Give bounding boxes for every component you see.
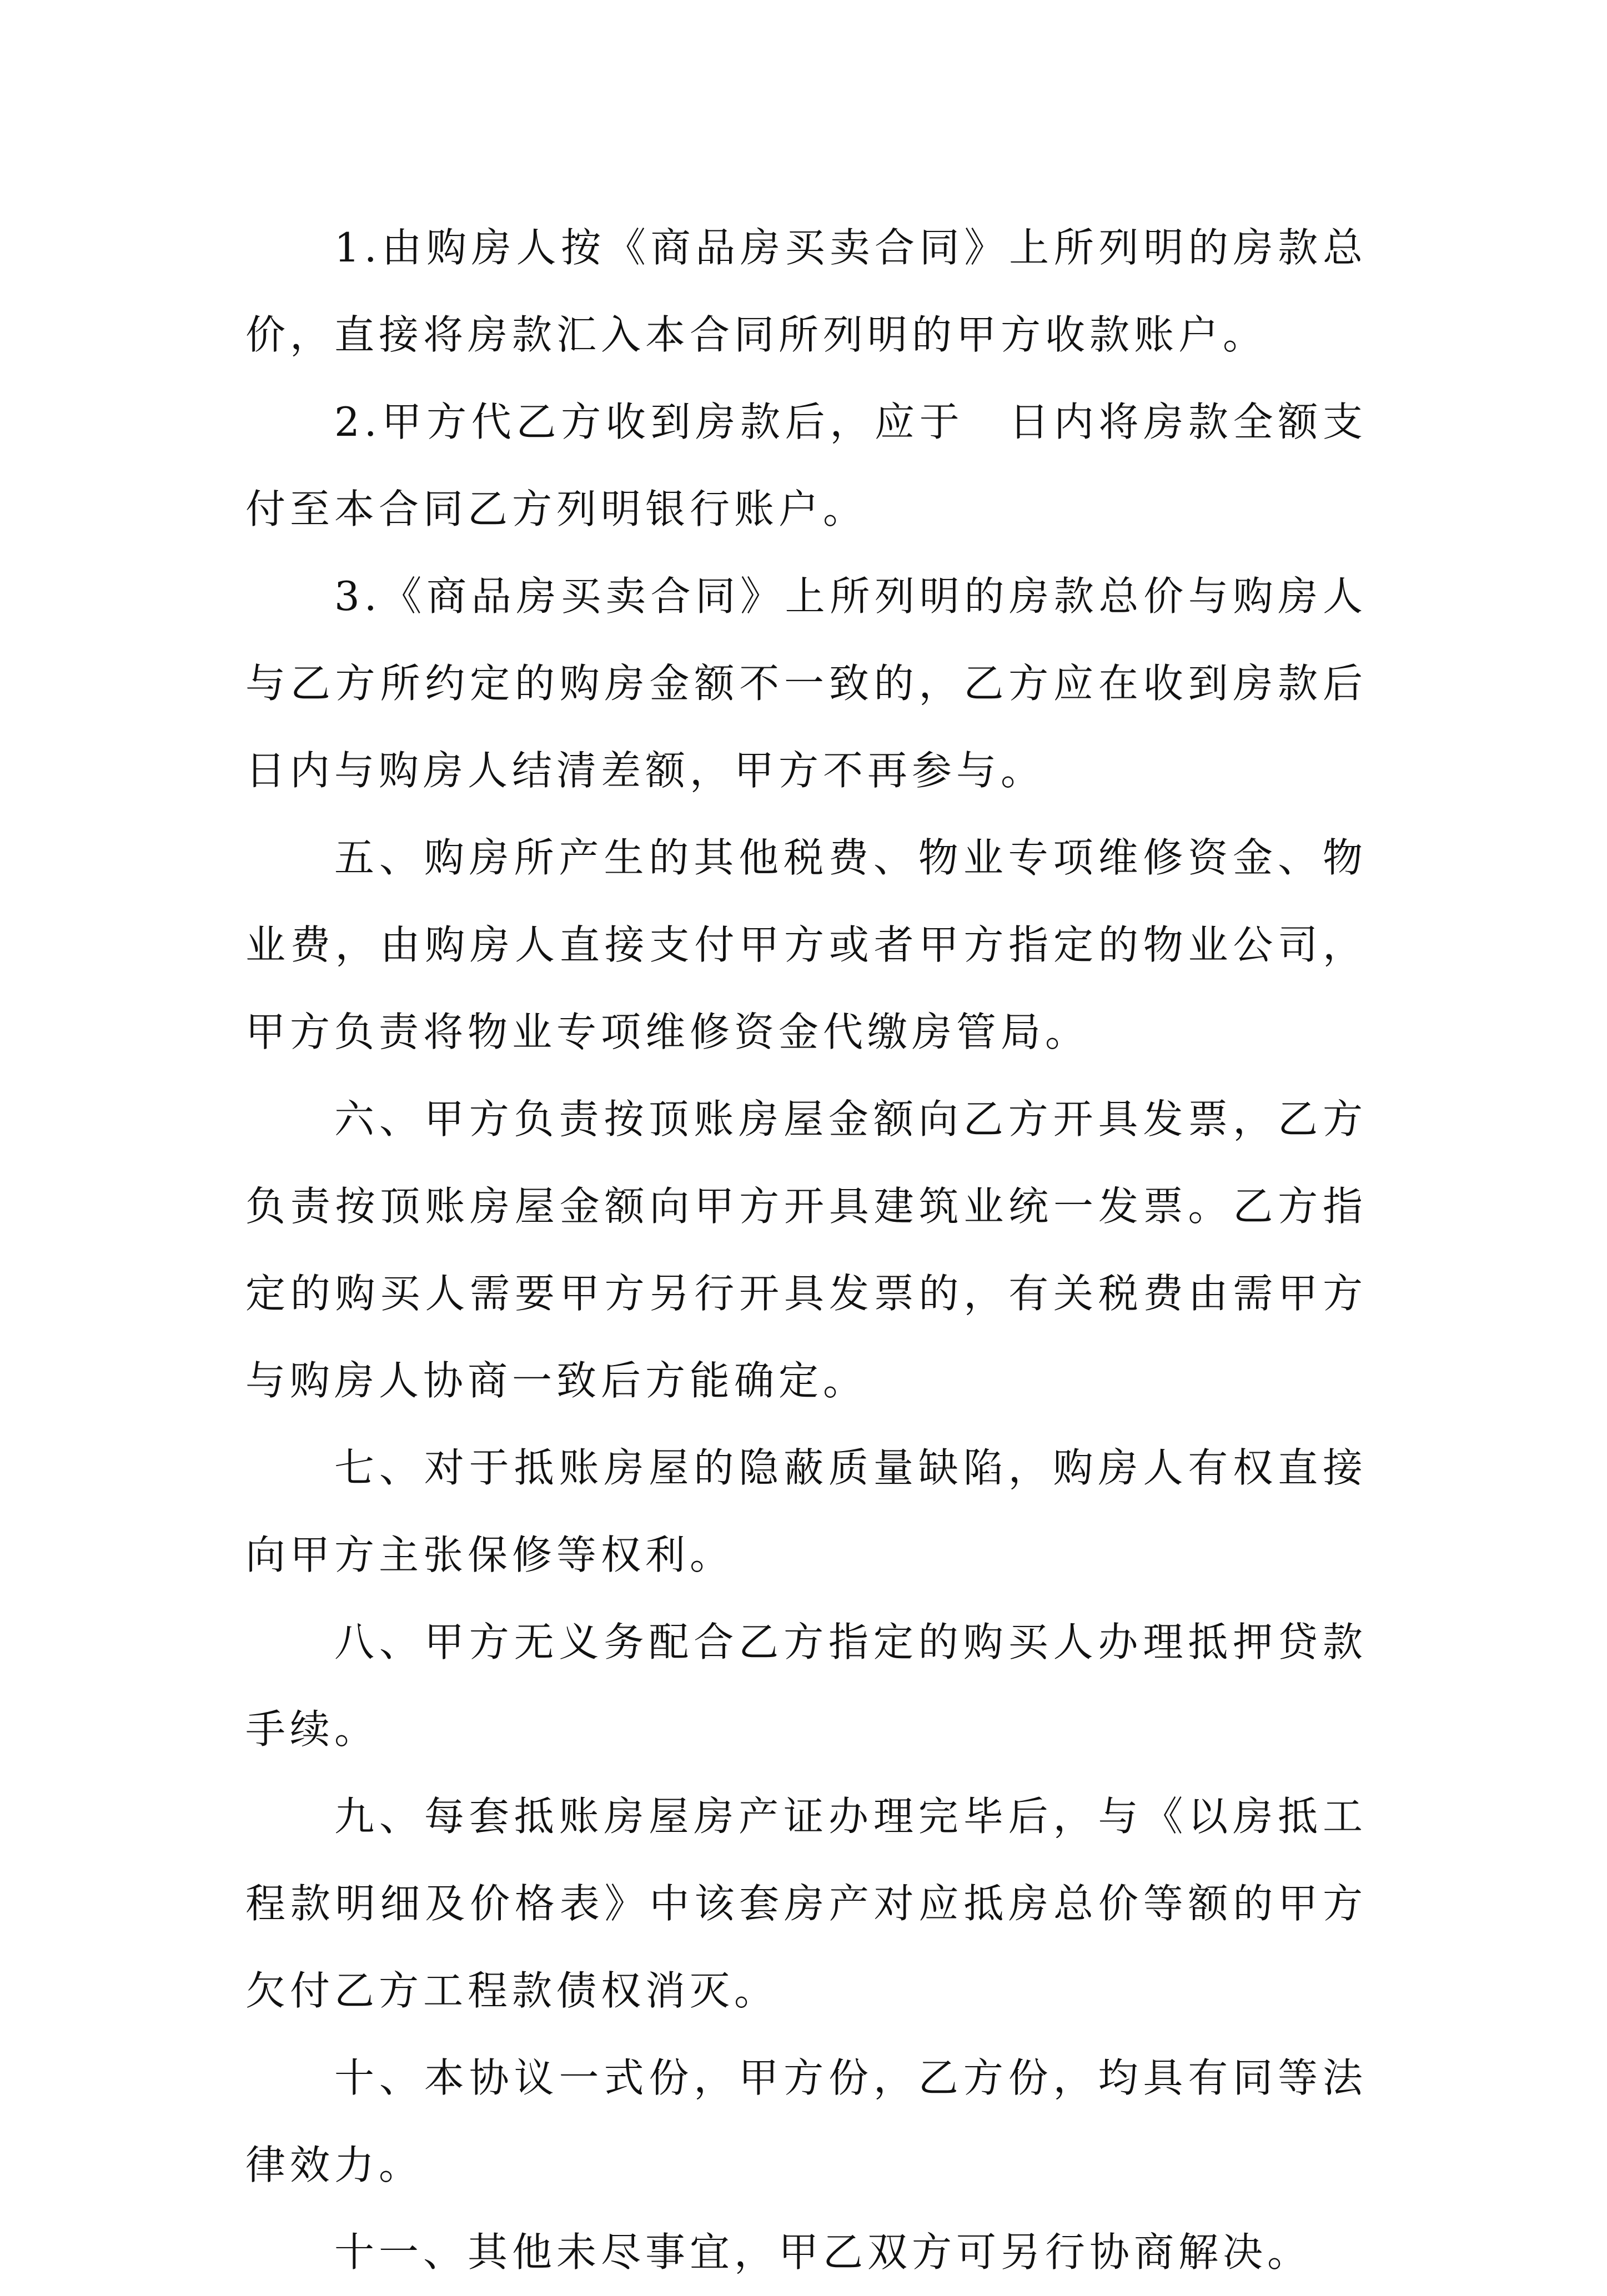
document-body [245,204,1412,2296]
clause-five-taxes-fees: 五、购房所产生的其他税费、物业专项维修资金、物业费，由购房人直接支付甲方或者甲方指定的物业公司，甲方负责将物业专项维修资金代缴房管局。 [245,834,1367,1055]
clause-nine-debt-extinguishment: 九、每套抵账房屋房产证办理完毕后，与《以房抵工程款明细及价格表》中该套房产对应抵房总价等额的甲方欠付乙方工程款债权消灭。 [245,1793,1367,2014]
clause-eleven-other-matters: 十一、其他未尽事宜，甲乙双方可另行协商解决。 [334,2229,1312,2275]
clause-payment-method: 1.由购房人按《商品房买卖合同》上所列明的房款总价，直接将房款汇入本合同所列明的甲方收款账户。 [245,224,1367,358]
clause-eight-mortgage: 八、甲方无义务配合乙方指定的购买人办理抵押贷款手续。 [245,1619,1367,1753]
clause-six-invoices: 六、甲方负责按顶账房屋金额向乙方开具发票，乙方负责按顶账房屋金额向甲方开具建筑业统一发票。乙方指定的购买人需要甲方另行开具发票的，有关税费由需甲方与购房人协商一致后方能确定。 [245,1096,1367,1404]
clause-payment-transfer: 2.甲方代乙方收到房款后，应于 日内将房款全额支付至本合同乙方列明银行账户。 [245,399,1367,532]
clause-ten-copies: 十、本协议一式份，甲方份，乙方份，均具有同等法律效力。 [245,2055,1367,2188]
clause-price-difference: 3.《商品房买卖合同》上所列明的房款总价与购房人与乙方所约定的购房金额不一致的，乙方应在收到房款后 日内与购房人结清差额，甲方不再参与。 [245,573,1412,794]
clause-seven-quality-defects: 七、对于抵账房屋的隐蔽质量缺陷，购房人有权直接向甲方主张保修等权利。 [245,1444,1367,1578]
